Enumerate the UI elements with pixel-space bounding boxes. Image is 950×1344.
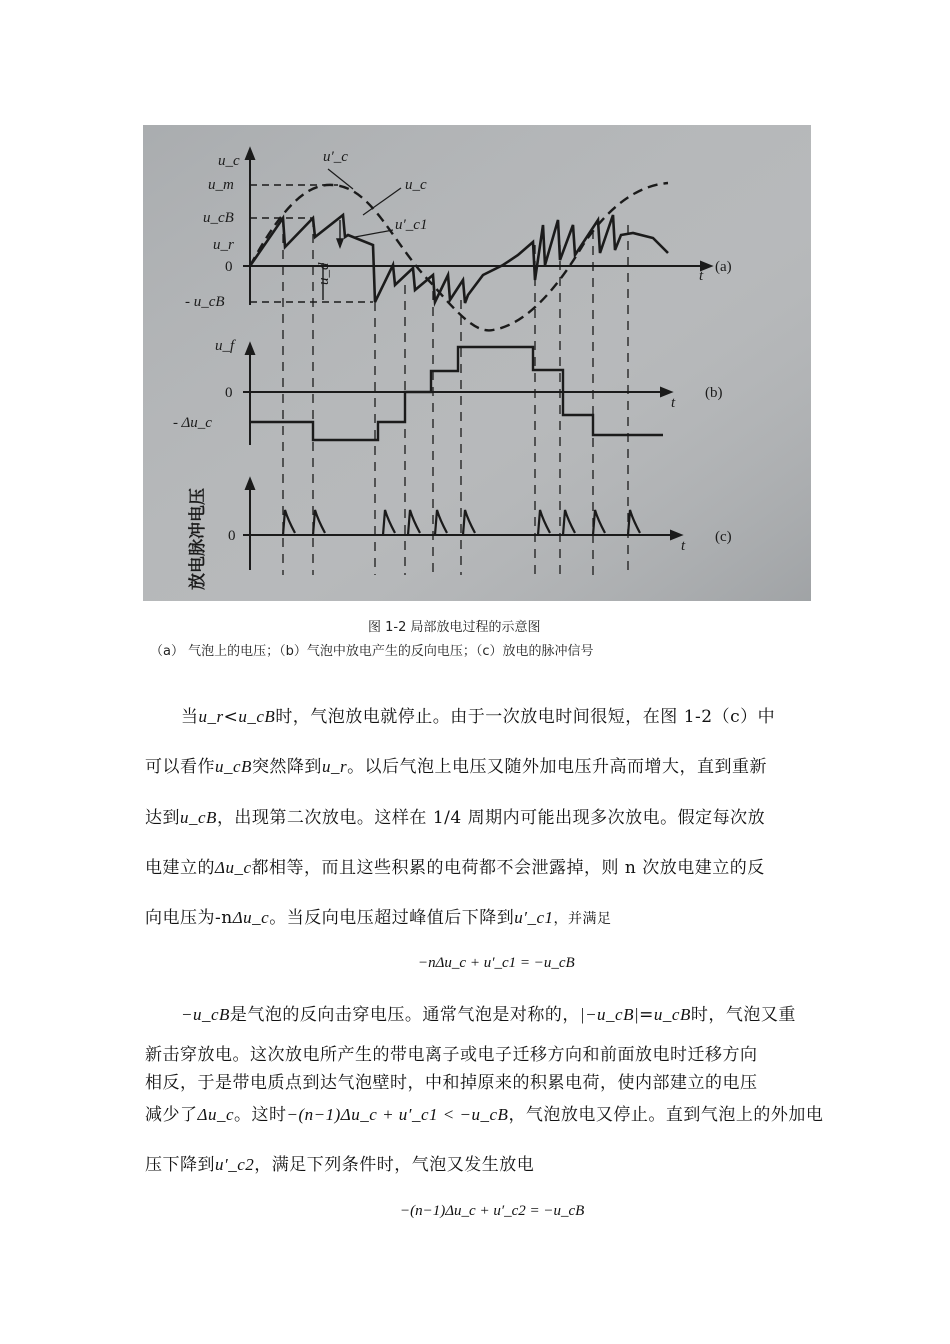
equation-1: −nΔu_c + u′_c1 = −u_cB (418, 955, 575, 971)
p2-line-5: 压下降到u′_c2，满足下列条件时，气泡又发生放电 (145, 1155, 535, 1175)
p1-line-1: 当u_r<u_cB时，气泡放电就停止。由于一次放电时间很短，在图 1-2（c）中 (181, 707, 776, 727)
label-zero-c: 0 (228, 528, 236, 544)
label-pulse-voltage: 放电脉冲电压 (188, 488, 208, 590)
label-ucB: u_cB (203, 210, 234, 226)
figure-caption-title: 图 1-2 局部放电过程的示意图 (368, 620, 541, 635)
label-uc1-prime: u′_c1 (395, 217, 428, 233)
label-panel-c: (c) (715, 529, 732, 545)
equation-2: −(n−1)Δu_c + u′_c2 = −u_cB (400, 1203, 585, 1219)
label-neg-ucB: - u_cB (185, 294, 225, 310)
partial-discharge-figure (143, 125, 811, 601)
p2-line-4: 减少了Δu_c。这时−(n−1)Δu_c + u′_c1 < −u_cB，气泡放电又停止。直到气泡上的外加电 (145, 1105, 824, 1125)
p1-line-2: 可以看作u_cB突然降到u_r。以后气泡上电压又随外加电压升高而增大，直到重新 (145, 757, 768, 777)
label-uc-prime: u′_c (323, 149, 348, 165)
label-t-b: t (671, 395, 676, 411)
label-t-a: t (699, 268, 704, 284)
label-um: u_m (208, 177, 234, 193)
label-uf: u_f (215, 338, 235, 354)
figure-caption-subtitle: （a） 气泡上的电压；（b）气泡中放电产生的反向电压；（c）放电的脉冲信号 (150, 644, 594, 659)
label-uc-axis: u_c (218, 153, 240, 169)
p1-line-4: 电建立的Δu_c都相等，而且这些积累的电荷都不会泄露掉，则 n 次放电建立的反 (145, 858, 765, 878)
p2-line-3: 相反，于是带电质点到达气泡壁时，中和掉原来的积累电荷，使内部建立的电压 (145, 1073, 758, 1093)
label-panel-b: (b) (705, 385, 723, 401)
label-ur: u_r (213, 237, 234, 253)
p1-line-3: 达到u_cB，出现第二次放电。这样在 1/4 周期内可能出现多次放电。假定每次放 (145, 808, 766, 828)
label-uc-curve: u_c (405, 177, 427, 193)
label-neg-duc: - Δu_c (173, 415, 212, 431)
label-panel-a: (a) (715, 259, 732, 275)
label-t-c: t (681, 538, 686, 554)
p1-line-5: 向电压为-nΔu_c。当反向电压超过峰值后下降到u′_c1，并满足 (145, 908, 612, 928)
label-zero-a: 0 (225, 259, 233, 275)
p2-line-2: 新击穿放电。这次放电所产生的带电离子或电子迁移方向和前面放电时迁移方向 (145, 1045, 758, 1065)
label-ud: u_d (316, 262, 332, 285)
p2-line-1: −u_cB是气泡的反向击穿电压。通常气泡是对称的，|−u_cB|=u_cB时，气泡又重 (181, 1005, 796, 1025)
label-zero-b: 0 (225, 385, 233, 401)
